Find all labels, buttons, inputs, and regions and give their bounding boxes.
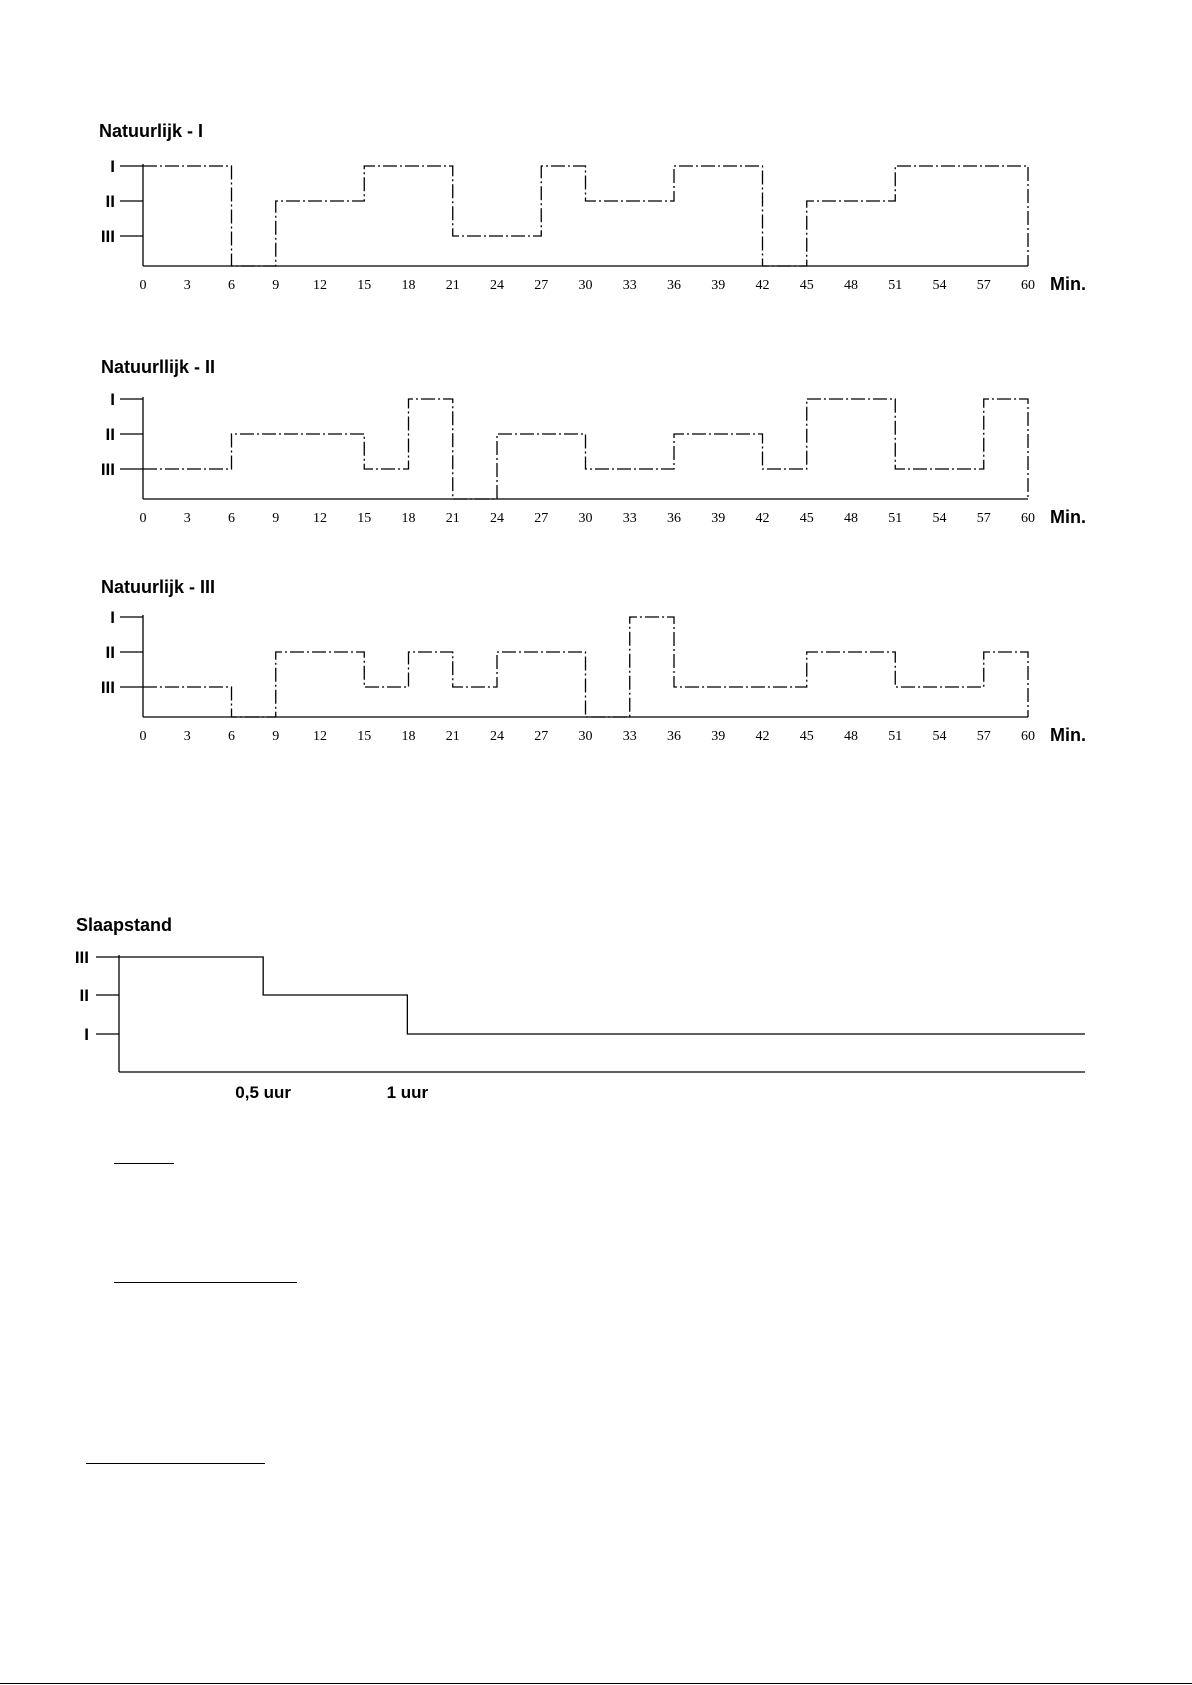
x-tick-label: 24 <box>490 729 504 744</box>
x-tick-label: 15 <box>357 729 372 744</box>
chart-title: Natuurllijk - II <box>101 357 216 377</box>
x-tick-label: 27 <box>534 278 549 293</box>
x-unit-label: Min. <box>1050 507 1086 527</box>
x-tick-label: 36 <box>667 729 681 744</box>
x-tick-label: 51 <box>888 511 903 526</box>
x-tick-label: 57 <box>976 278 991 293</box>
x-tick-label: 3 <box>183 729 191 744</box>
level-label: III <box>100 678 115 697</box>
x-tick-label: 51 <box>888 729 903 744</box>
x-tick-label: 42 <box>755 729 770 744</box>
x-tick-label: 54 <box>932 511 947 526</box>
level-label: I <box>84 1025 89 1044</box>
x-tick-label: 51 <box>888 278 903 293</box>
x-tick-label: 30 <box>578 278 593 293</box>
chart-title: Natuurlijk - III <box>101 577 216 597</box>
x-tick-label: 54 <box>932 729 947 744</box>
level-label: III <box>100 460 115 479</box>
x-tick-label: 6 <box>228 511 235 526</box>
x-tick-label: 0 <box>139 511 147 526</box>
x-tick-label: 18 <box>401 278 416 293</box>
chart-title: Natuurlijk - I <box>99 121 204 141</box>
x-tick-label: 33 <box>622 729 637 744</box>
chart-title: Slaapstand <box>76 915 173 935</box>
level-label: II <box>105 192 115 211</box>
blank-line <box>114 1163 174 1164</box>
x-tick-label: 0,5 uur <box>235 1083 292 1102</box>
x-tick-label: 54 <box>932 278 947 293</box>
x-tick-label: 48 <box>844 729 858 744</box>
level-label: III <box>74 948 89 967</box>
x-tick-label: 18 <box>401 511 416 526</box>
x-tick-label: 33 <box>622 511 637 526</box>
level-label: II <box>105 643 115 662</box>
x-tick-label: 6 <box>228 729 235 744</box>
x-tick-label: 45 <box>799 729 814 744</box>
x-tick-label: 15 <box>357 278 372 293</box>
x-tick-label: 42 <box>755 511 770 526</box>
x-tick-label: 15 <box>357 511 372 526</box>
x-tick-label: 45 <box>799 278 814 293</box>
chart-slaapstand <box>0 940 1192 1110</box>
x-tick-label: 9 <box>272 278 280 293</box>
x-tick-label: 21 <box>445 729 460 744</box>
chart-natuurlijk-2 <box>0 381 1192 541</box>
level-label: II <box>79 986 89 1005</box>
x-tick-label: 12 <box>313 511 327 526</box>
x-tick-label: 0 <box>139 729 147 744</box>
x-tick-label: 9 <box>272 511 280 526</box>
x-tick-label: 21 <box>445 511 460 526</box>
x-tick-label: 24 <box>490 278 504 293</box>
x-tick-label: 27 <box>534 511 549 526</box>
x-tick-label: 36 <box>667 511 681 526</box>
x-tick-label: 39 <box>711 278 726 293</box>
x-tick-label: 9 <box>272 729 280 744</box>
x-tick-label: 30 <box>578 511 593 526</box>
series-line <box>143 399 1028 499</box>
level-label: III <box>100 227 115 246</box>
chart-natuurlijk-3 <box>0 599 1192 759</box>
x-tick-label: 36 <box>667 278 681 293</box>
x-tick-label: 60 <box>1021 511 1035 526</box>
series-line <box>143 166 1028 266</box>
x-tick-label: 48 <box>844 278 858 293</box>
x-unit-label: Min. <box>1050 274 1086 294</box>
x-tick-label: 42 <box>755 278 770 293</box>
level-label: II <box>105 425 115 444</box>
x-tick-label: 57 <box>976 729 991 744</box>
level-label: I <box>110 390 115 409</box>
blank-line <box>114 1282 297 1283</box>
x-tick-label: 60 <box>1021 278 1035 293</box>
series-line <box>119 957 1085 1034</box>
x-tick-label: 0 <box>139 278 147 293</box>
x-unit-label: Min. <box>1050 725 1086 745</box>
x-tick-label: 27 <box>534 729 549 744</box>
x-tick-label: 18 <box>401 729 416 744</box>
page-bottom-rule <box>0 1683 1192 1684</box>
series-line <box>143 617 1028 717</box>
level-label: I <box>110 608 115 627</box>
x-tick-label: 12 <box>313 729 327 744</box>
x-tick-label: 39 <box>711 511 726 526</box>
x-tick-label: 24 <box>490 511 504 526</box>
x-tick-label: 1 uur <box>386 1083 429 1102</box>
x-tick-label: 45 <box>799 511 814 526</box>
x-tick-label: 57 <box>976 511 991 526</box>
x-tick-label: 21 <box>445 278 460 293</box>
chart-natuurlijk-1 <box>0 148 1192 308</box>
x-tick-label: 48 <box>844 511 858 526</box>
x-tick-label: 33 <box>622 278 637 293</box>
x-tick-label: 3 <box>183 278 191 293</box>
x-tick-label: 12 <box>313 278 327 293</box>
x-tick-label: 39 <box>711 729 726 744</box>
x-tick-label: 3 <box>183 511 191 526</box>
blank-line <box>86 1463 265 1464</box>
level-label: I <box>110 157 115 176</box>
x-tick-label: 30 <box>578 729 593 744</box>
x-tick-label: 6 <box>228 278 235 293</box>
x-tick-label: 60 <box>1021 729 1035 744</box>
